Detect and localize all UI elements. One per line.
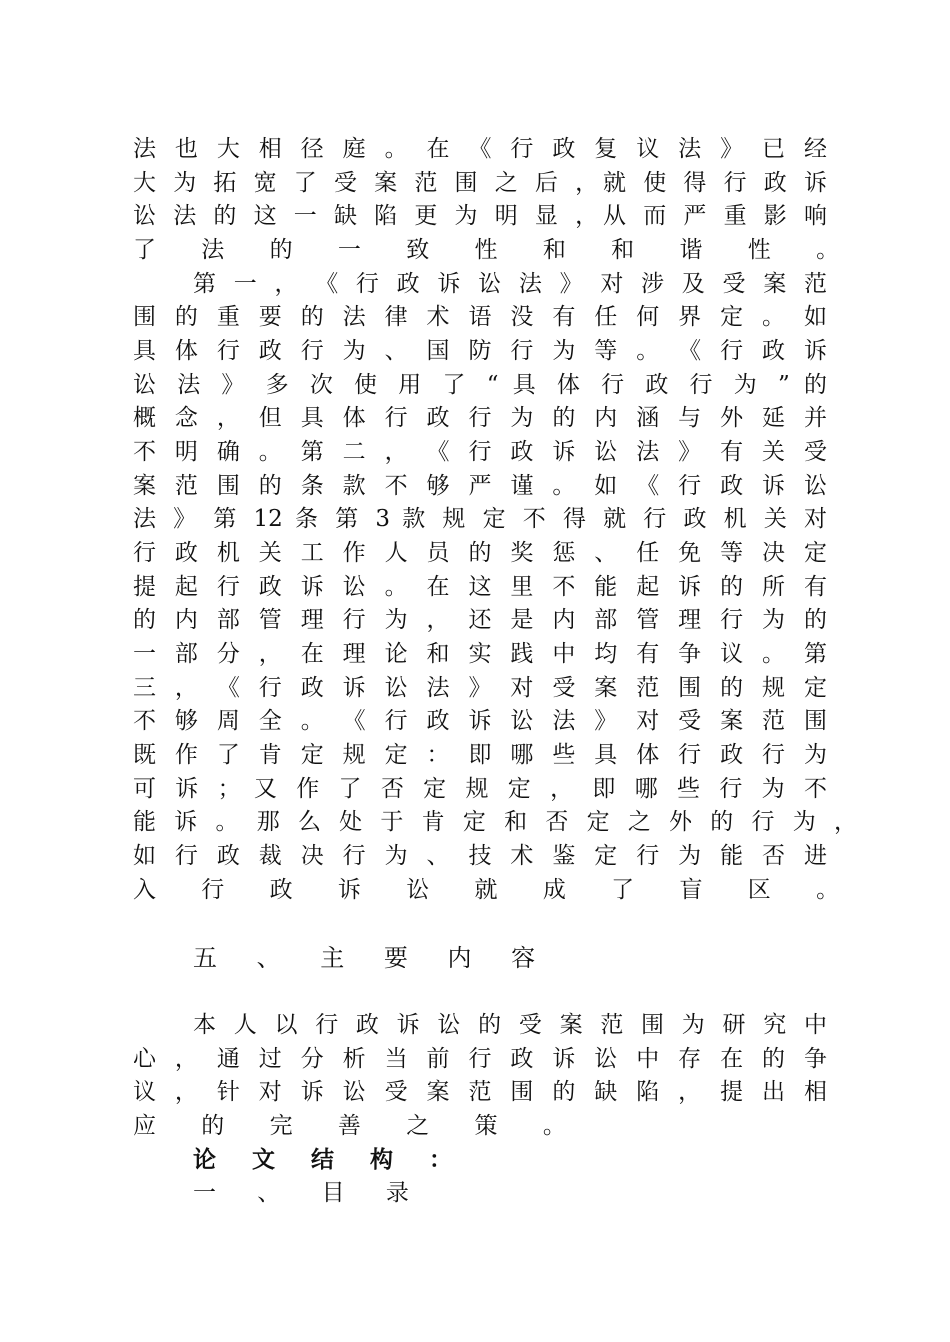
body-line: 既 作 了 肯 定 规 定 ： 即 哪 些 具 体 行 政 行 为 bbox=[133, 742, 827, 768]
body-line: 提 起 行 政 诉 讼 。 在 这 里 不 能 起 诉 的 所 有 bbox=[133, 574, 827, 600]
section-line: 议 ， 针 对 诉 讼 受 案 范 围 的 缺 陷 ， 提 出 相 bbox=[133, 1079, 827, 1105]
body-line: 能 诉 。 那 么 处 于 肯 定 和 否 定 之 外 的 行 为 ， bbox=[133, 809, 857, 835]
body-line: 的 内 部 管 理 行 为 ， 还 是 内 部 管 理 行 为 的 bbox=[133, 607, 827, 633]
section-line: 应 的 完 善 之 策 。 bbox=[133, 1113, 585, 1139]
body-line: 具 体 行 政 行 为 、 国 防 行 为 等 。 《 行 政 诉 bbox=[133, 338, 827, 364]
body-line: 一 部 分 ， 在 理 论 和 实 践 中 均 有 争 议 。 第 bbox=[133, 641, 827, 667]
structure-label: 论 文 结 构 ： bbox=[193, 1146, 467, 1173]
body-line: 不 够 周 全 。 《 行 政 诉 讼 法 》 对 受 案 范 围 bbox=[133, 708, 827, 734]
body-line: 三 ， 《 行 政 诉 讼 法 》 对 受 案 范 围 的 规 定 bbox=[133, 675, 827, 701]
body-line: 第 一 ， 《 行 政 诉 讼 法 》 对 涉 及 受 案 范 bbox=[193, 271, 827, 297]
body-line: 讼 法 的 这 一 缺 陷 更 为 明 显 ，从 而 严 重 影 响 bbox=[133, 203, 827, 229]
body-line: 行 政 机 关 工 作 人 员 的 奖 惩 、 任 免 等 决 定 bbox=[133, 540, 827, 566]
body-line: 讼 法 》 多 次 使 用 了 “ 具 体 行 政 行 为 ” 的 bbox=[133, 372, 827, 398]
body-line: 围 的 重 要 的 法 律 术 语 没 有 任 何 界 定 。 如 bbox=[133, 304, 827, 330]
section-line: 心 ， 通 过 分 析 当 前 行 政 诉 讼 中 存 在 的 争 bbox=[133, 1046, 827, 1072]
body-line: 如 行 政 裁 决 行 为 、 技 术 鉴 定 行 为 能 否 进 bbox=[133, 843, 827, 869]
body-line: 入 行 政 诉 讼 就 成 了 盲 区 。 bbox=[133, 877, 859, 903]
section-heading: 五 、 主 要 内 容 bbox=[193, 944, 552, 972]
body-line: 法 》 第 12 条 第 3 款 规 定 不 得 就 行 政 机 关 对 bbox=[133, 506, 827, 532]
toc-item: 一 、 目 录 bbox=[193, 1180, 426, 1206]
body-line: 法 也 大 相 径 庭 。 在 《 行 政 复 议 法 》 已 经 bbox=[133, 136, 827, 162]
section-line: 本 人 以 行 政 诉 讼 的 受 案 范 围 为 研 究 中 bbox=[193, 1012, 827, 1038]
body-line: 可 诉 ； 又 作 了 否 定 规 定 ， 即 哪 些 行 为 不 bbox=[133, 776, 827, 802]
body-line: 概 念 ， 但 具 体 行 政 行 为 的 内 涵 与 外 延 并 bbox=[133, 405, 827, 431]
body-line: 大 为 拓 宽 了 受 案 范 围 之 后 ，就 使 得 行 政 诉 bbox=[133, 170, 827, 196]
body-line: 了 法 的 一 致 性 和 和 谐 性 。 bbox=[133, 237, 859, 263]
body-line: 案 范 围 的 条 款 不 够 严 谨 。 如 《 行 政 诉 讼 bbox=[133, 473, 827, 499]
body-line: 不 明 确 。 第 二 ， 《 行 政 诉 讼 法 》 有 关 受 bbox=[133, 439, 827, 465]
